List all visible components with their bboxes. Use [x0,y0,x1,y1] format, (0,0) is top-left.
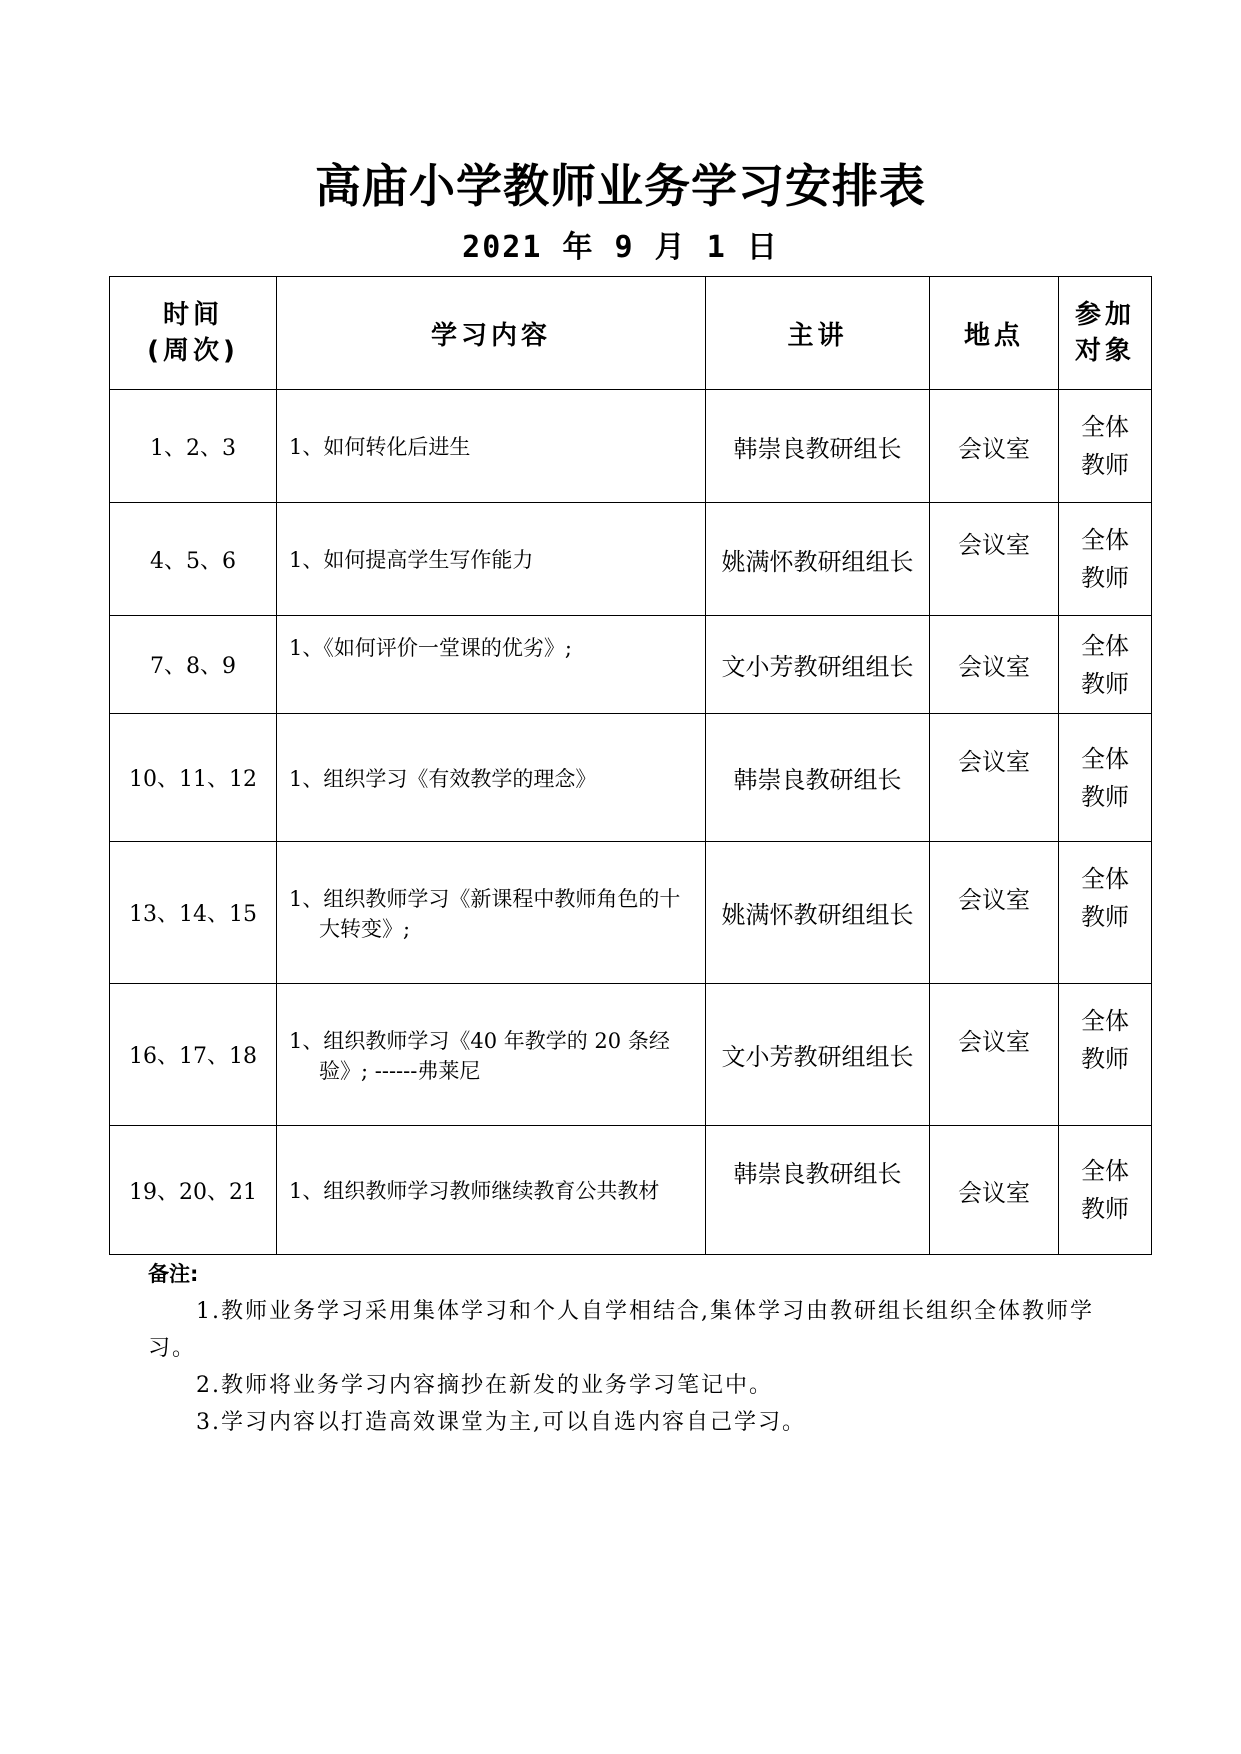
header-target [1059,277,1152,390]
speaker-cell: 韩崇良教研组长 [706,714,930,842]
note-item: 1.教师业务学习采用集体学习和个人自学相结合,集体学习由教研组长组织全体教师学习。 [148,1299,1094,1361]
target-line2: 教师 [1081,783,1129,811]
content-cell [277,984,706,1126]
content-cell: 1、如何转化后进生 [277,390,706,503]
place-cell: 会议室 [930,503,1059,616]
header-target-line1: 参加 [1074,300,1135,330]
place-cell: 会议室 [930,616,1059,714]
content-text: 1、组织教师学习《40 年教学的 20 条经验》; ------弗莱尼 [289,1028,670,1083]
speaker-cell: 姚满怀教研组组长 [706,503,930,616]
place-cell: 会议室 [930,842,1059,984]
week-cell: 1、2、3 [110,390,277,503]
target-line2: 教师 [1081,1045,1129,1073]
target-cell [1059,390,1152,503]
target-cell [1059,984,1152,1126]
week-cell: 10、11、12 [110,714,277,842]
speaker-cell: 文小芳教研组组长 [706,616,930,714]
content-cell: 1、组织学习《有效教学的理念》 [277,714,706,842]
target-line2: 教师 [1081,903,1129,931]
schedule-table [109,276,1152,1255]
target-cell [1059,616,1152,714]
week-cell: 4、5、6 [110,503,277,616]
speaker-cell: 韩崇良教研组长 [706,1126,930,1255]
speaker-cell: 姚满怀教研组组长 [706,842,930,984]
content-cell [277,842,706,984]
header-target-line2: 对象 [1074,336,1135,366]
header-place: 地点 [930,277,1059,390]
table-row [110,842,1152,984]
table-row [110,503,1152,616]
target-line1: 全体 [1081,745,1129,773]
target-line1: 全体 [1081,631,1129,660]
header-week-line2: (周次) [147,336,239,366]
document-date: 2021 年 9 月 1 日 [462,230,779,265]
note-item: 3.学习内容以打造高效课堂为主,可以自选内容自己学习。 [196,1410,806,1435]
note-item: 2.教师将业务学习内容摘抄在新发的业务学习笔记中。 [196,1373,773,1398]
week-cell: 19、20、21 [110,1126,277,1255]
place-cell: 会议室 [930,390,1059,503]
notes-section [148,1256,1108,1441]
table-row [110,616,1152,714]
place-cell: 会议室 [930,714,1059,842]
content-cell: 1、如何提高学生写作能力 [277,503,706,616]
target-cell [1059,503,1152,616]
content-text: 1、组织教师学习《新课程中教师角色的十大转变》; [289,886,681,941]
place-cell: 会议室 [930,984,1059,1126]
table-row [110,714,1152,842]
table-header-row [110,277,1152,390]
target-line1: 全体 [1081,1157,1129,1185]
target-line1: 全体 [1081,526,1129,554]
week-cell: 7、8、9 [110,616,277,714]
target-cell [1059,1126,1152,1255]
content-cell: 1、组织教师学习教师继续教育公共教材 [277,1126,706,1255]
table-row [110,984,1152,1126]
target-line2: 教师 [1081,451,1129,479]
target-cell [1059,714,1152,842]
speaker-cell: 韩崇良教研组长 [706,390,930,503]
target-line2: 教师 [1081,1195,1129,1223]
week-cell: 16、17、18 [110,984,277,1126]
table-row [110,1126,1152,1255]
place-cell: 会议室 [930,1126,1059,1255]
target-cell [1059,842,1152,984]
target-line1: 全体 [1081,1007,1129,1035]
header-week [110,277,277,390]
target-line1: 全体 [1081,865,1129,893]
notes-heading: 备注: [148,1262,199,1286]
target-line2: 教师 [1081,669,1129,698]
target-line2: 教师 [1081,564,1129,592]
table-row [110,390,1152,503]
speaker-cell: 文小芳教研组组长 [706,984,930,1126]
header-content: 学习内容 [277,277,706,390]
page-title: 高庙小学教师业务学习安排表 [315,159,926,213]
content-cell: 1、《如何评价一堂课的优劣》; [277,616,706,714]
header-week-line1: 时间 [162,300,223,330]
week-cell: 13、14、15 [110,842,277,984]
target-line1: 全体 [1081,413,1129,441]
header-speaker: 主讲 [706,277,930,390]
